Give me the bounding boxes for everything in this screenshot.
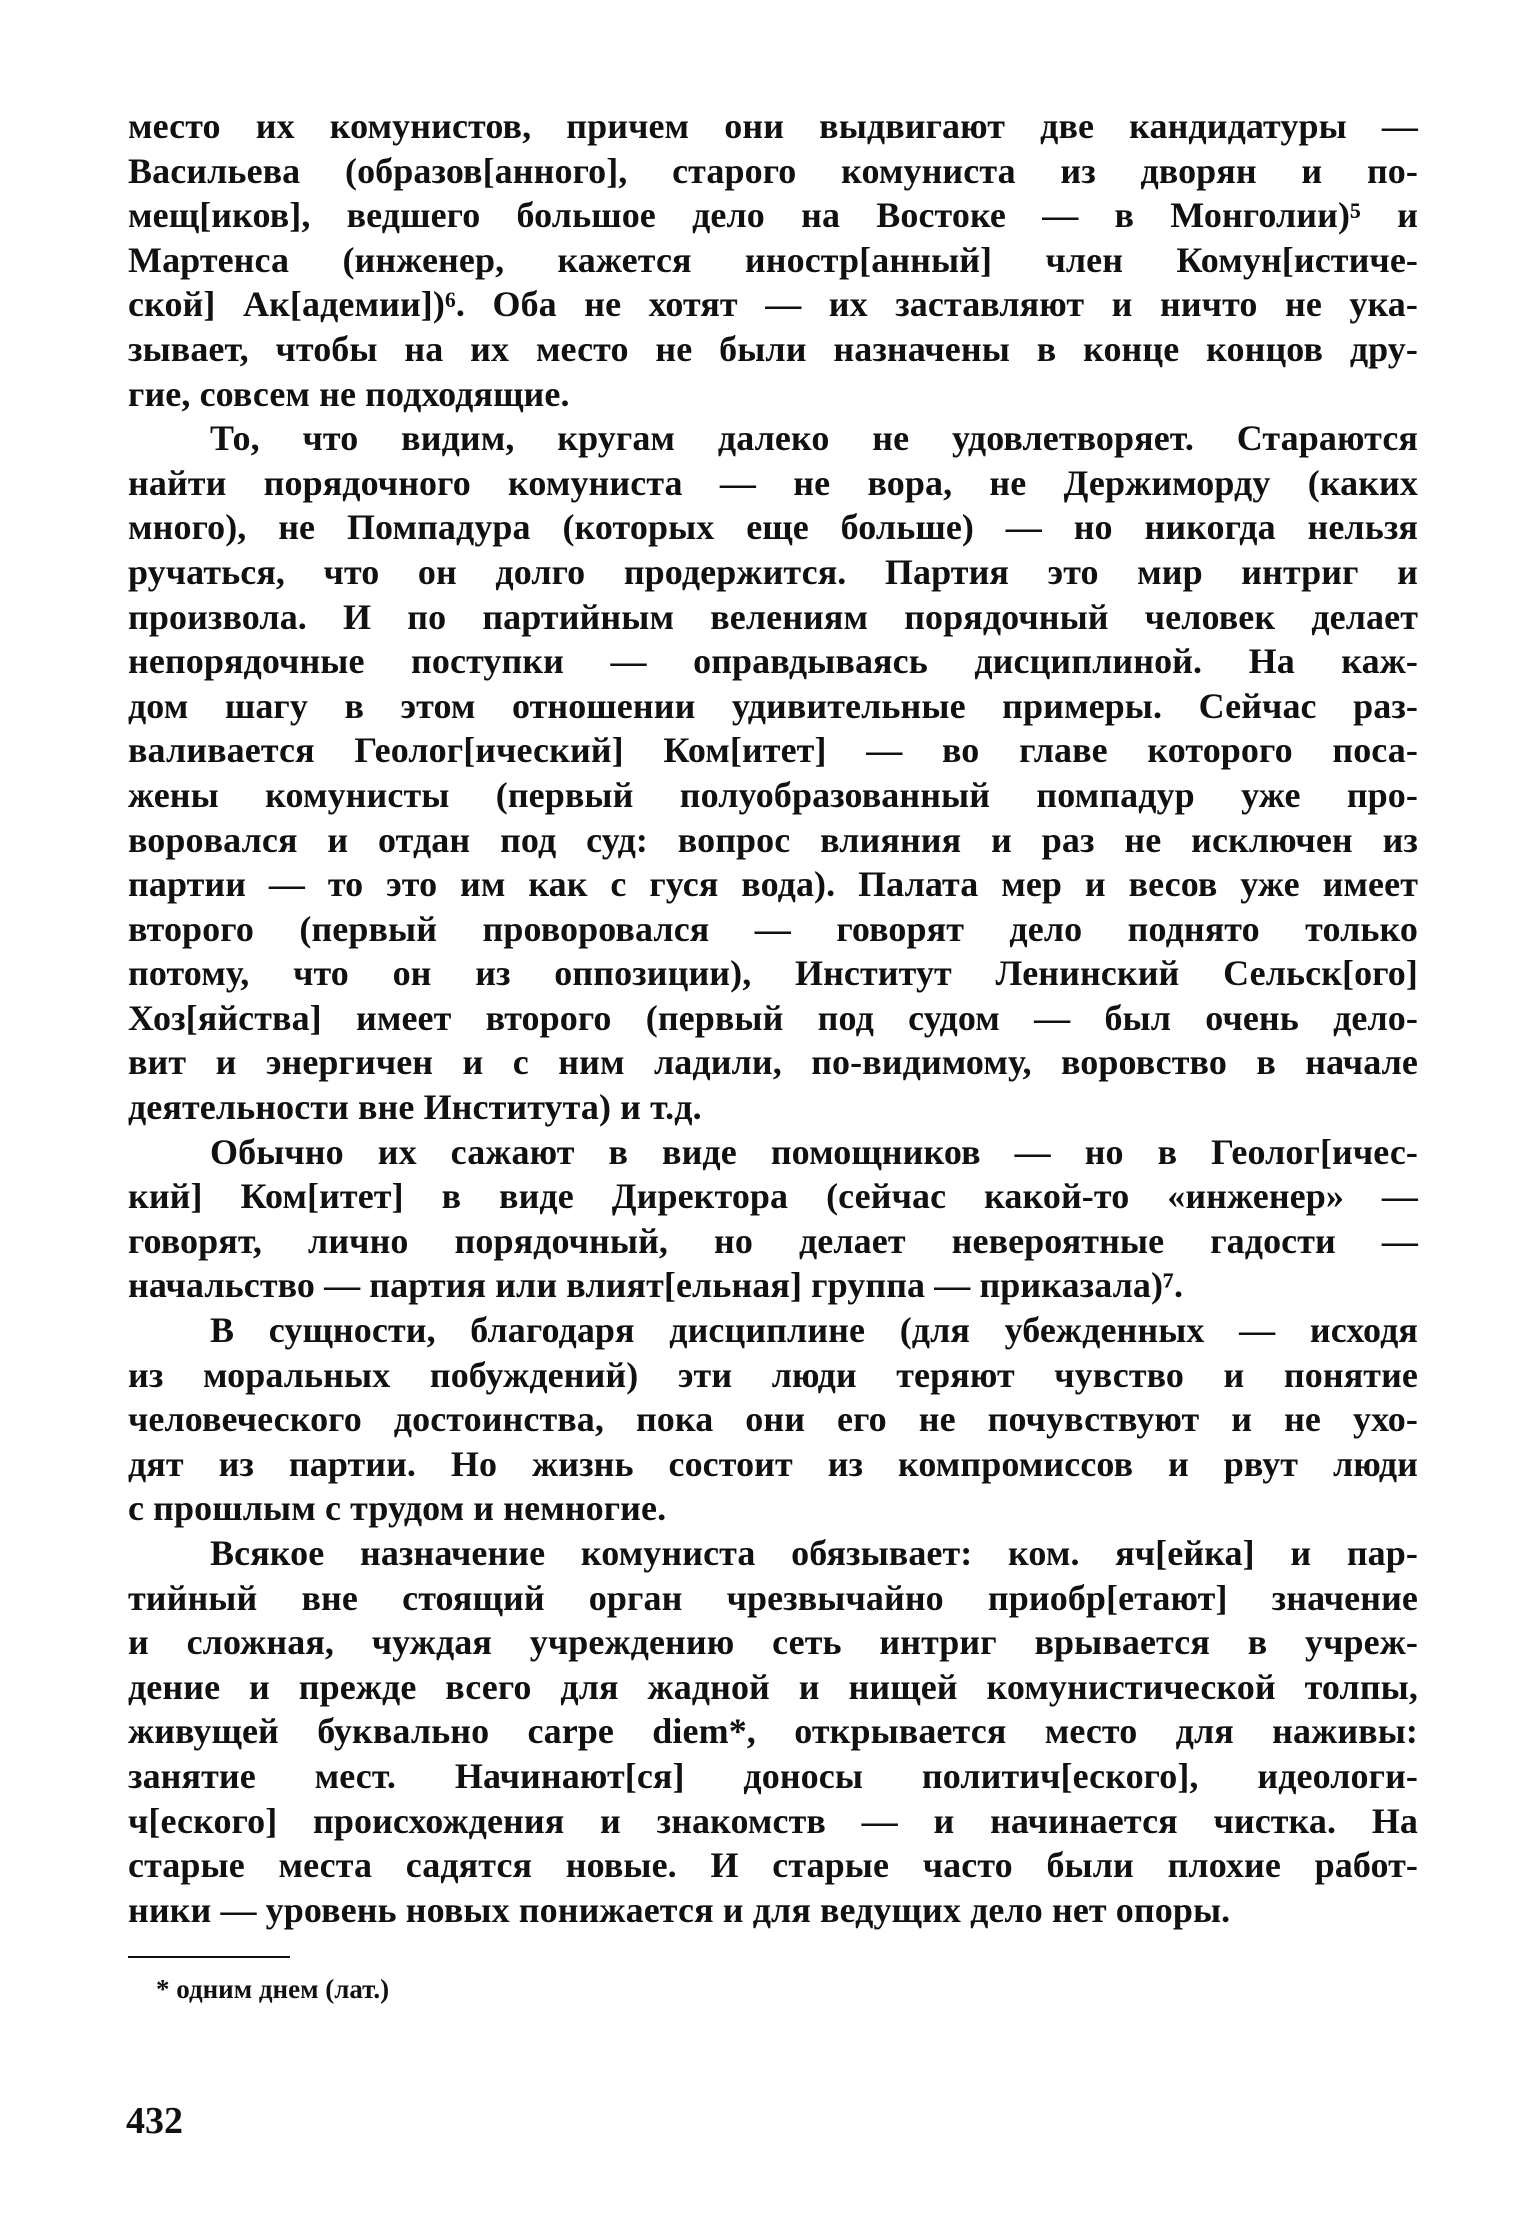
text-line: с прошлым с трудом и немногие. (128, 1488, 667, 1529)
text-line: дение и прежде всего для жадной и нищей комунистической толпы, (128, 1666, 1418, 1707)
text-line: и сложная, чуждая учреждению сеть интриг врывается в учреж- (128, 1622, 1418, 1663)
text-line: старые места садятся новые. И старые часто были плохие работ- (128, 1845, 1418, 1886)
text-line: живущей буквально carpe diem*, открывается место для наживы: (128, 1711, 1418, 1752)
body-text (128, 104, 1418, 1932)
text-line: тийный вне стоящий орган чрезвычайно приобр[етают] значение (128, 1577, 1418, 1618)
text-line: ской] Ак[адемии])⁶. Оба не хотят — их заставляют и ничто не ука- (128, 284, 1418, 325)
text-line: потому, что он из оппозиции), Институт Ленинский Сельск[ого] (128, 953, 1418, 994)
text-line: непорядочные поступки — оправдываясь дисциплиной. На каж- (128, 641, 1418, 682)
text-line: партии — то это им как с гуся вода). Палата мер и весов уже имеет (128, 864, 1418, 905)
text-line: Васильева (образов[анного], старого комуниста из дворян и по- (128, 150, 1418, 191)
text-line: зывает, чтобы на их место не были назначены в конце концов дру- (128, 328, 1418, 369)
footnote: * одним днем (лат.) (156, 1974, 390, 2004)
paragraph-first-line: То, что видим, кругам далеко не удовлетворяет. Стараются (210, 418, 1418, 459)
text-line: занятие мест. Начинают[ся] доносы политич[еского], идеологи- (128, 1755, 1418, 1796)
text-line: дом шагу в этом отношении удивительные примеры. Сейчас раз- (128, 685, 1418, 726)
text-line: деятельности вне Института) и т.д. (128, 1087, 702, 1128)
text-line: начальство — партия или влият[ельная] группа — приказала)⁷. (128, 1265, 1184, 1306)
text-line: произвола. И по партийным велениям порядочный человек делает (128, 596, 1418, 637)
text-line: дят из партии. Но жизнь состоит из компромиссов и рвут люди (128, 1443, 1418, 1484)
text-line: из моральных побуждений) эти люди теряют чувство и понятие (128, 1354, 1418, 1395)
text-line: ручаться, что он долго продержится. Партия это мир интриг и (128, 551, 1418, 592)
text-line: говорят, лично порядочный, но делает невероятные гадости — (128, 1220, 1418, 1261)
paragraph-first-line: Всякое назначение комуниста обязывает: ком. яч[ейка] и пар- (210, 1533, 1418, 1573)
text-line: кий] Ком[итет] в виде Директора (сейчас какой-то «инженер» — (128, 1176, 1418, 1217)
page-number: 432 (126, 2100, 183, 2142)
text-line: найти порядочного комуниста — не вора, не Держиморду (каких (128, 462, 1418, 503)
text-line: человеческого достоинства, пока они его не почувствуют и не ухо- (128, 1399, 1418, 1440)
paragraph-first-line: В сущности, благодаря дисциплине (для убежденных — исходя (210, 1310, 1418, 1351)
text-line: Хоз[яйства] имеет второго (первый под судом — был очень дело- (128, 997, 1418, 1038)
text-line: ворoвался и отдан под суд: вопрос влияния и раз не исключен из (128, 819, 1418, 860)
text-line: гие, совсем не подходящие. (128, 373, 570, 414)
paragraph-first-line: Обычно их сажают в виде помощников — но в Геолог[ичес- (210, 1131, 1418, 1172)
text-line: Мартенса (инженер, кажется иностр[анный] член Комун[истиче- (128, 239, 1418, 280)
text-line: мещ[иков], ведшего большое дело на Востоке — в Монголии)⁵ и (128, 195, 1418, 236)
text-line: ники — уровень новых понижается и для ведущих дело нет опоры. (128, 1889, 1231, 1930)
text-line: вит и энергичен и с ним ладили, по-видимому, воровство в начале (128, 1042, 1418, 1083)
text-line: второго (первый проворовался — говорят дело поднято только (128, 908, 1418, 949)
text-line: место их комунистов, причем они выдвигают две кандидатуры — (128, 106, 1418, 146)
footnote-divider (128, 1956, 290, 1958)
text-line: жены комунисты (первый полуобразованный помпадур уже про- (128, 774, 1418, 815)
text-line: ч[еского] происхождения и знакомств — и начинается чистка. На (128, 1800, 1418, 1841)
text-line: валивается Геолог[ический] Ком[итет] — во главе которого поса- (128, 730, 1418, 771)
text-line: много), не Помпадура (которых еще больше) — но никогда нельзя (128, 507, 1418, 548)
